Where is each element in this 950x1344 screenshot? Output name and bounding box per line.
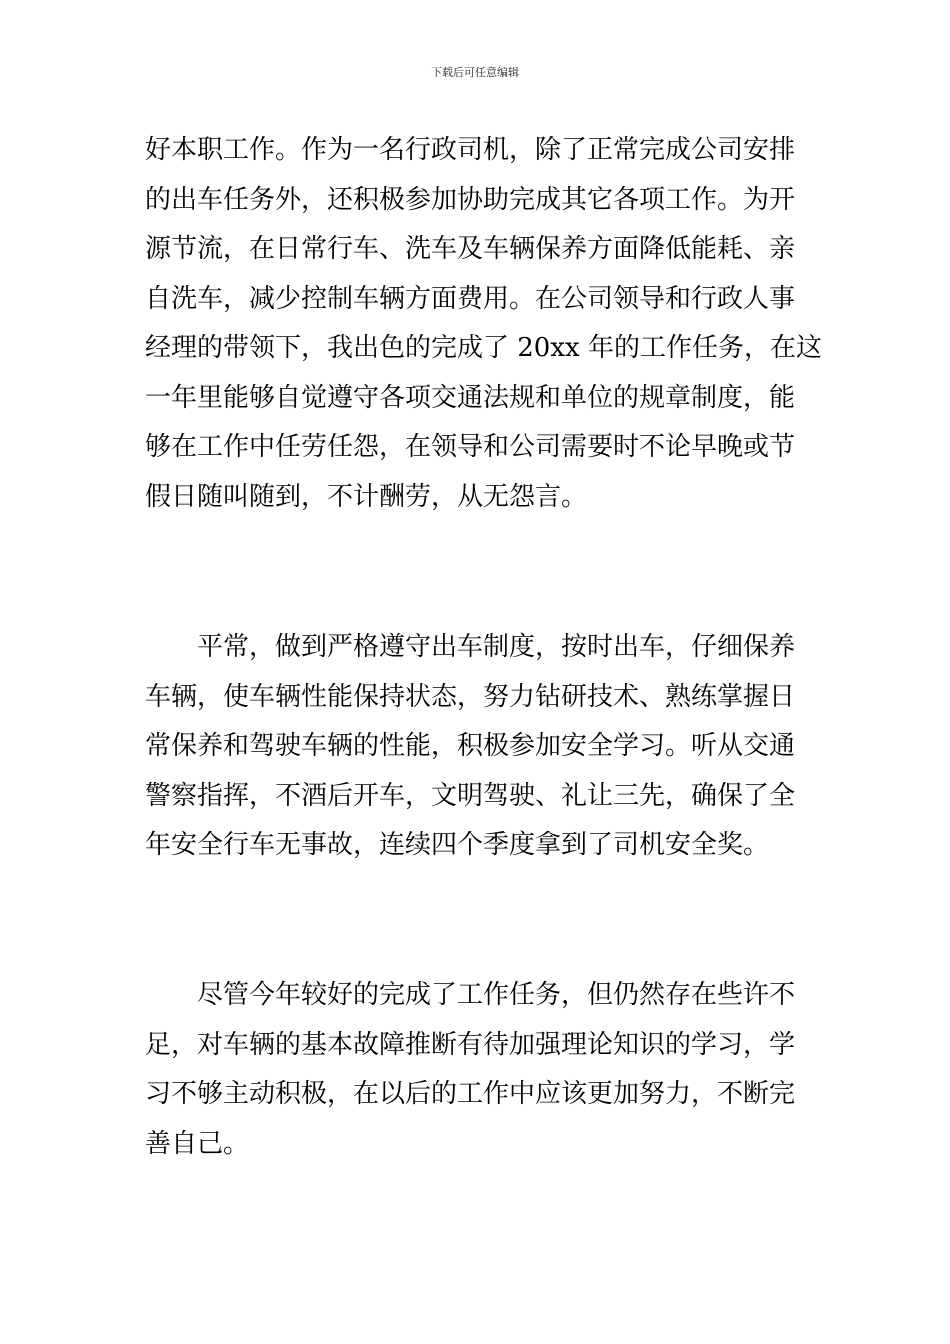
text-line: 平常，做到严格遵守出车制度，按时出车，仔细保养 [145, 632, 796, 662]
text-line: 足，对车辆的基本故障推断有待加强理论知识的学习，学 [145, 1029, 796, 1060]
text-line: 习不够主动积极，在以后的工作中应该更加努力，不断完 [145, 1079, 796, 1109]
text-line: 的出车任务外，还积极参加协助完成其它各项工作。为开 [145, 184, 796, 215]
paragraph-2 [145, 623, 810, 871]
page-header-note: 下载后可任意编辑 [431, 66, 519, 79]
text-line: 经理的带领下，我出色的完成了 20xx 年的工作任务，在这 [145, 333, 822, 363]
text-line: 好本职工作。作为一名行政司机，除了正常完成公司安排 [145, 135, 796, 165]
text-line: 够在工作中任劳任怨，在领导和公司需要时不论早晚或节 [145, 432, 796, 462]
text-line: 一年里能够自觉遵守各项交通法规和单位的规章制度，能 [145, 382, 796, 413]
text-line: 尽管今年较好的完成了工作任务，但仍然存在些许不 [145, 980, 796, 1010]
text-line: 警察指挥，不酒后开车，文明驾驶、礼让三先，确保了全 [145, 780, 796, 811]
text-line: 源节流，在日常行车、洗车及车辆保养方面降低能耗、亲 [145, 234, 796, 264]
text-line: 常保养和驾驶车辆的性能，积极参加安全学习。听从交通 [145, 731, 796, 761]
paragraph-3 [145, 971, 810, 1169]
text-line: 善自己。 [145, 1128, 250, 1159]
text-line: 年安全行车无事故，连续四个季度拿到了司机安全奖。 [145, 830, 770, 860]
text-line: 自洗车，减少控制车辆方面费用。在公司领导和行政人事 [145, 283, 796, 314]
paragraph-1 [145, 126, 822, 522]
text-line: 车辆，使车辆性能保持状态，努力钻研技术、熟练掌握日 [145, 681, 796, 712]
text-line: 假日随叫随到，不计酬劳，从无怨言。 [145, 481, 588, 512]
